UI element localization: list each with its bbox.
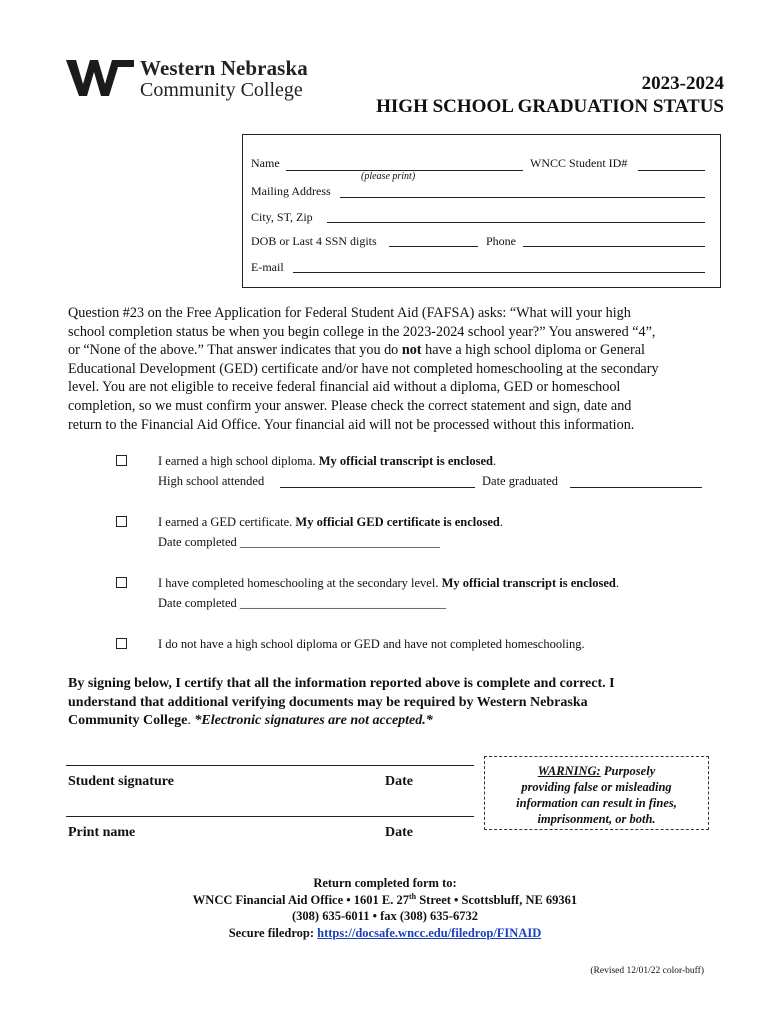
para-line: Educational Development (GED) certificate and/or have not completed homeschooling at the secondary (68, 360, 659, 377)
city-state-zip-field[interactable] (327, 222, 705, 223)
student-signature-line[interactable] (66, 765, 474, 766)
no-diploma-checkbox[interactable] (116, 638, 127, 649)
filedrop-link[interactable]: https://docsafe.wncc.edu/filedrop/FINAID (317, 926, 542, 940)
office-address: WNCC Financial Aid Office • 1601 E. 27th Street • Scottsbluff, NE 69361 (192, 892, 578, 908)
dob-ssn-field[interactable] (389, 246, 478, 247)
homeschool-checkbox[interactable] (116, 577, 127, 588)
mailing-address-field[interactable] (340, 197, 705, 198)
please-print-hint: (please print) (361, 171, 416, 182)
form-title: HIGH SCHOOL GRADUATION STATUS (376, 96, 724, 117)
email-field[interactable] (293, 272, 705, 273)
student-id-label: WNCC Student ID# (530, 156, 628, 170)
secure-filedrop: Secure filedrop: https://docsafe.wncc.edu/filedrop/FINAID (228, 926, 542, 940)
warning-title: WARNING: (537, 764, 601, 778)
logo-text-line2: Community College (140, 79, 303, 101)
diploma-option-label: I earned a high school diploma. My official transcript is enclosed. (158, 454, 497, 468)
high-school-attended-field[interactable] (280, 487, 475, 488)
diploma-checkbox[interactable] (116, 455, 127, 466)
signature-date-label: Date (385, 774, 413, 789)
wncc-logo-icon (66, 60, 134, 96)
ged-checkbox[interactable] (116, 516, 127, 527)
para-line: or “None of the above.” That answer indicates that you do not have a high school diploma or General (68, 342, 645, 359)
dob-ssn-label: DOB or Last 4 SSN digits (251, 234, 377, 248)
fafsa-explanation (68, 304, 708, 434)
city-state-zip-label: City, ST, Zip (251, 210, 313, 224)
para-line: Question #23 on the Free Application for Federal Student Aid (FAFSA) asks: “What will your high (68, 305, 631, 321)
para-line: completion, so we must confirm your answer. Please check the correct statement and sign, date and (68, 397, 632, 414)
homeschool-option-label: I have completed homeschooling at the secondary level. My official transcript is enclosed. (158, 576, 619, 590)
date-graduated-field[interactable] (570, 487, 702, 488)
no-diploma-option-label: I do not have a high school diploma or GED and have not completed homeschooling. (158, 637, 585, 651)
para-line: level. You are not eligible to receive federal financial aid without a diploma, GED or homeschool (68, 379, 621, 396)
certification-statement: By signing below, I certify that all the information reported above is complete and correct. I understand that additional verifying documents may be required by Western Nebraska Community College. *Electronic signatures are not accepted.* (68, 676, 615, 729)
email-label: E-mail (251, 260, 284, 274)
student-info-box (242, 134, 721, 288)
ged-date-completed[interactable]: Date completed ________________________________ (158, 535, 440, 549)
form-year: 2023-2024 (641, 73, 724, 94)
warning-box: WARNING: Purposely providing false or misleading information can result in fines, imprisonment, or both. (484, 756, 709, 830)
high-school-attended-label: High school attended (158, 474, 265, 488)
revision-note: (Revised 12/01/22 color-buff) (590, 966, 704, 976)
logo-text-line1: Western Nebraska (140, 56, 308, 80)
homeschool-date-completed[interactable]: Date completed _________________________________ (158, 596, 447, 610)
office-phone: (308) 635-6011 • fax (308) 635-6732 (292, 909, 478, 923)
para-line: return to the Financial Aid Office. Your financial aid will not be processed without this information. (68, 416, 635, 433)
para-line: school completion status be when you begin college in the 2023-2024 school year?” You answered “4”, (68, 323, 656, 340)
mailing-address-label: Mailing Address (251, 184, 331, 198)
print-name-date-label: Date (385, 825, 413, 840)
phone-field[interactable] (523, 246, 705, 247)
name-label: Name (251, 156, 280, 170)
phone-label: Phone (486, 234, 516, 248)
ged-option-label: I earned a GED certificate. My official GED certificate is enclosed. (158, 515, 503, 529)
print-name-label: Print name (68, 825, 136, 840)
student-id-field[interactable] (638, 170, 705, 171)
date-graduated-label: Date graduated (482, 474, 559, 488)
print-name-line[interactable] (66, 816, 474, 817)
student-signature-label: Student signature (68, 774, 174, 789)
return-label: Return completed form to: (313, 876, 457, 890)
